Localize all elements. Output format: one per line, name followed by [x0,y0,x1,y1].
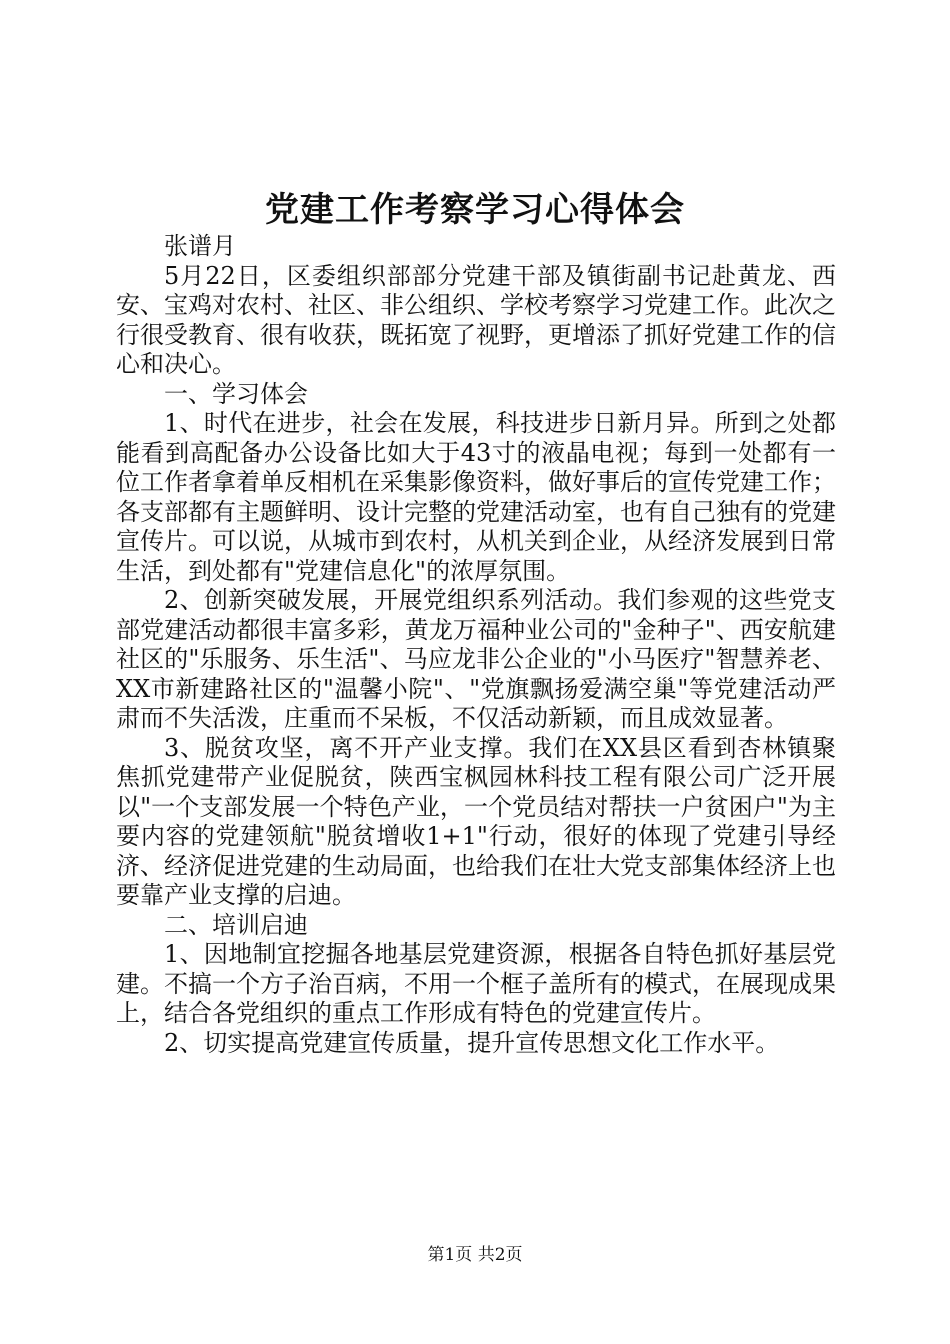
author-line: 张谱月 [164,232,236,260]
paragraph-2-1: 1、因地制宜挖掘各地基层党建资源，根据各自特色抓好基层党建。不搞一个方子治百病，不用一个框子盖所有的模式，在展现成果上，结合各党组织的重点工作形成有特色的党建宣传片。 [116,940,836,1027]
document-body [116,232,836,1058]
paragraph-1-3: 3、脱贫攻坚，离不开产业支撑。我们在XX县区看到杏林镇聚焦抓党建带产业促脱贫，陕西宝枫园林科技工程有限公司广泛开展以"一个支部发展一个特色产业，一个党员结对帮扶一户贫困户"为主要内容的党建领航"脱贫增收1+1"行动，很好的体现了党建引导经济、经济促进党建的生动局面，也给我们在壮大党支部集体经济上也要靠产业支撑的启迪。 [116,733,836,909]
page-footer: 第1页 共2页 [427,1245,523,1265]
document-title: 党建工作考察学习心得体会 [265,190,685,230]
section-heading-1: 一、学习体会 [164,379,308,408]
paragraph-2-2: 2、切实提高党建宣传质量，提升宣传思想文化工作水平。 [164,1028,780,1057]
paragraph-intro: 5月22日，区委组织部部分党建干部及镇街副书记赴黄龙、西安、宝鸡对农村、社区、非公组织、学校考察学习党建工作。此次之行很受教育、很有收获，既拓宽了视野，更增添了抓好党建工作的信心和决心。 [116,261,836,378]
paragraph-1-2: 2、创新突破发展，开展党组织系列活动。我们参观的这些党支部党建活动都很丰富多彩，黄龙万福种业公司的"金种子"、西安航建社区的"乐服务、乐生活"、马应龙非公企业的"小马医疗"智慧养老、XX市新建路社区的"温馨小院"、"党旗飘扬爱满空巢"等党建活动严肃而不失活泼，庄重而不呆板，不仅活动新颖，而且成效显著。 [116,586,836,732]
section-heading-2: 二、培训启迪 [164,910,308,939]
paragraph-1-1: 1、时代在进步，社会在发展，科技进步日新月异。所到之处都能看到高配备办公设备比如大于43寸的液晶电视；每到一处都有一位工作者拿着单反相机在采集影像资料，做好事后的宣传党建工作；各支部都有主题鲜明、设计完整的党建活动室，也有自己独有的党建宣传片。可以说，从城市到农村，从机关到企业，从经济发展到日常生活，到处都有"党建信息化"的浓厚氛围。 [116,409,836,585]
